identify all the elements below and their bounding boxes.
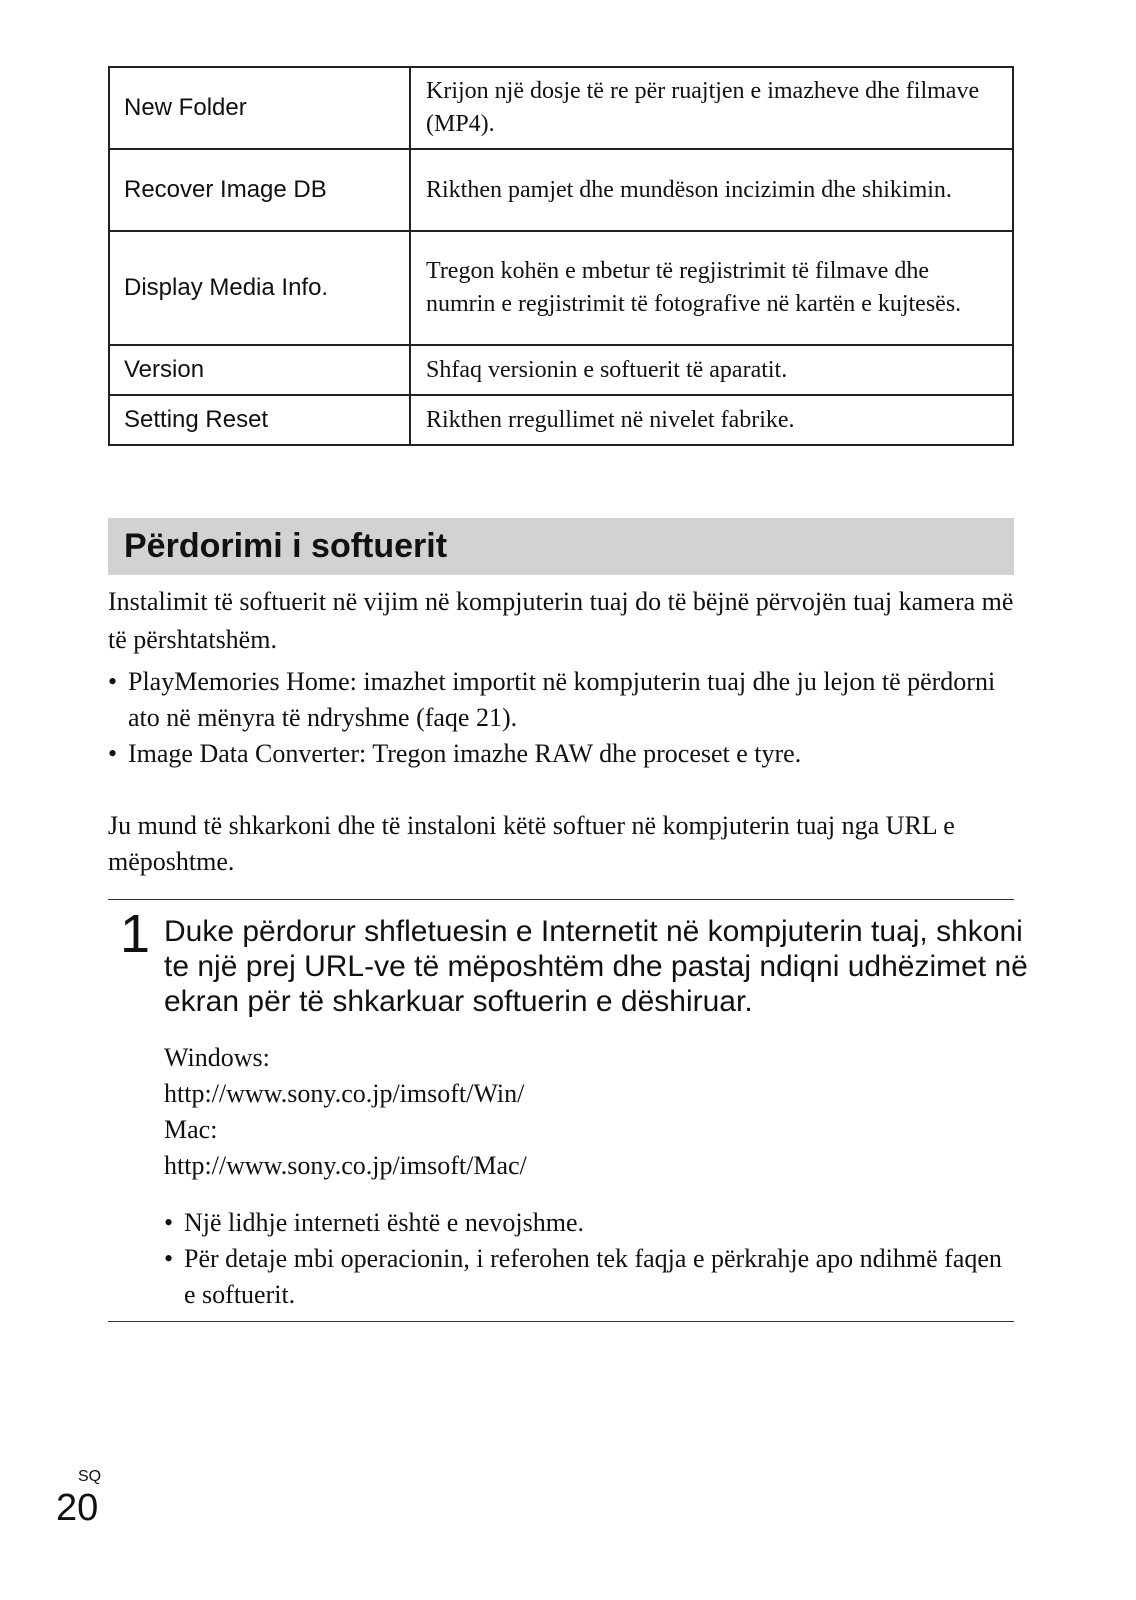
- setting-name-cell: Version: [109, 345, 410, 395]
- bullet-icon: •: [164, 1208, 174, 1237]
- page-number: 20: [56, 1487, 99, 1529]
- table-row: [109, 345, 1013, 395]
- table-row: [109, 67, 1013, 149]
- list-item: [108, 736, 1028, 772]
- section-heading: Përdorimi i softuerit: [108, 518, 1014, 575]
- setting-name-cell: Setting Reset: [109, 395, 410, 445]
- bullet-icon: •: [164, 1244, 174, 1273]
- setting-name-cell: New Folder: [109, 67, 410, 149]
- table-row: [109, 231, 1013, 345]
- setting-description-cell: Rikthen rregullimet në nivelet fabrike.: [410, 395, 1013, 445]
- table-row: [109, 149, 1013, 231]
- note-text: Një lidhje interneti është e nevojshme.: [184, 1208, 584, 1237]
- setting-name-cell: Recover Image DB: [109, 149, 410, 231]
- software-list: [108, 664, 1028, 772]
- divider: [108, 899, 1014, 900]
- list-item: [164, 1205, 1014, 1241]
- setting-description-cell: Rikthen pamjet dhe mundëson incizimin dhe shikimin.: [410, 149, 1013, 231]
- mac-label: Mac:: [164, 1115, 218, 1144]
- setting-description-cell: Tregon kohën e mbetur të regjistrimit të filmave dhe numrin e regjistrimit të fotografive në kartën e kujtesës.: [410, 231, 1013, 345]
- mac-url-link[interactable]: http://www.sony.co.jp/imsoft/Mac/: [164, 1151, 527, 1180]
- list-item: [108, 664, 1028, 736]
- setting-name-cell: Display Media Info.: [109, 231, 410, 345]
- notes-list: [164, 1205, 1014, 1313]
- windows-label: Windows:: [164, 1043, 270, 1072]
- step-instruction: Duke përdorur shfletuesin e Internetit në kompjuterin tuaj, shkoni te një prej URL-ve të mëposhtëm dhe pastaj ndiqni udhëzimet në ekran për të shkarkuar softuerin e dëshiruar.: [164, 915, 1028, 1018]
- list-item: [164, 1241, 1014, 1313]
- step-number: 1: [120, 904, 151, 964]
- bullet-icon: •: [108, 667, 118, 696]
- windows-url-link[interactable]: http://www.sony.co.jp/imsoft/Win/: [164, 1079, 525, 1108]
- divider: [108, 1321, 1014, 1322]
- bullet-icon: •: [108, 739, 118, 768]
- download-paragraph: Ju mund të shkarkoni dhe të instaloni këtë softuer në kompjuterin tuaj nga URL e mëposhtme.: [108, 811, 955, 876]
- table-row: [109, 395, 1013, 445]
- menu-settings-table: [108, 66, 1014, 446]
- setting-description-cell: Shfaq versionin e softuerit të aparatit.: [410, 345, 1013, 395]
- software-item-text: Image Data Converter: Tregon imazhe RAW dhe proceset e tyre.: [128, 739, 802, 768]
- setting-description-cell: Krijon një dosje të re për ruajtjen e imazheve dhe filmave (MP4).: [410, 67, 1013, 149]
- language-code: SQ: [78, 1468, 102, 1485]
- note-text: Për detaje mbi operacionin, i referohen tek faqja e përkrahje apo ndihmë faqen e softuerit.: [184, 1244, 1002, 1309]
- software-item-text: PlayMemories Home: imazhet importit në kompjuterin tuaj dhe ju lejon të përdorni ato në mënyra të ndryshme (faqe 21).: [128, 667, 996, 732]
- intro-paragraph: Instalimit të softuerit në vijim në kompjuterin tuaj do të bëjnë përvojën tuaj kamera më të përshtatshëm.: [108, 587, 1014, 654]
